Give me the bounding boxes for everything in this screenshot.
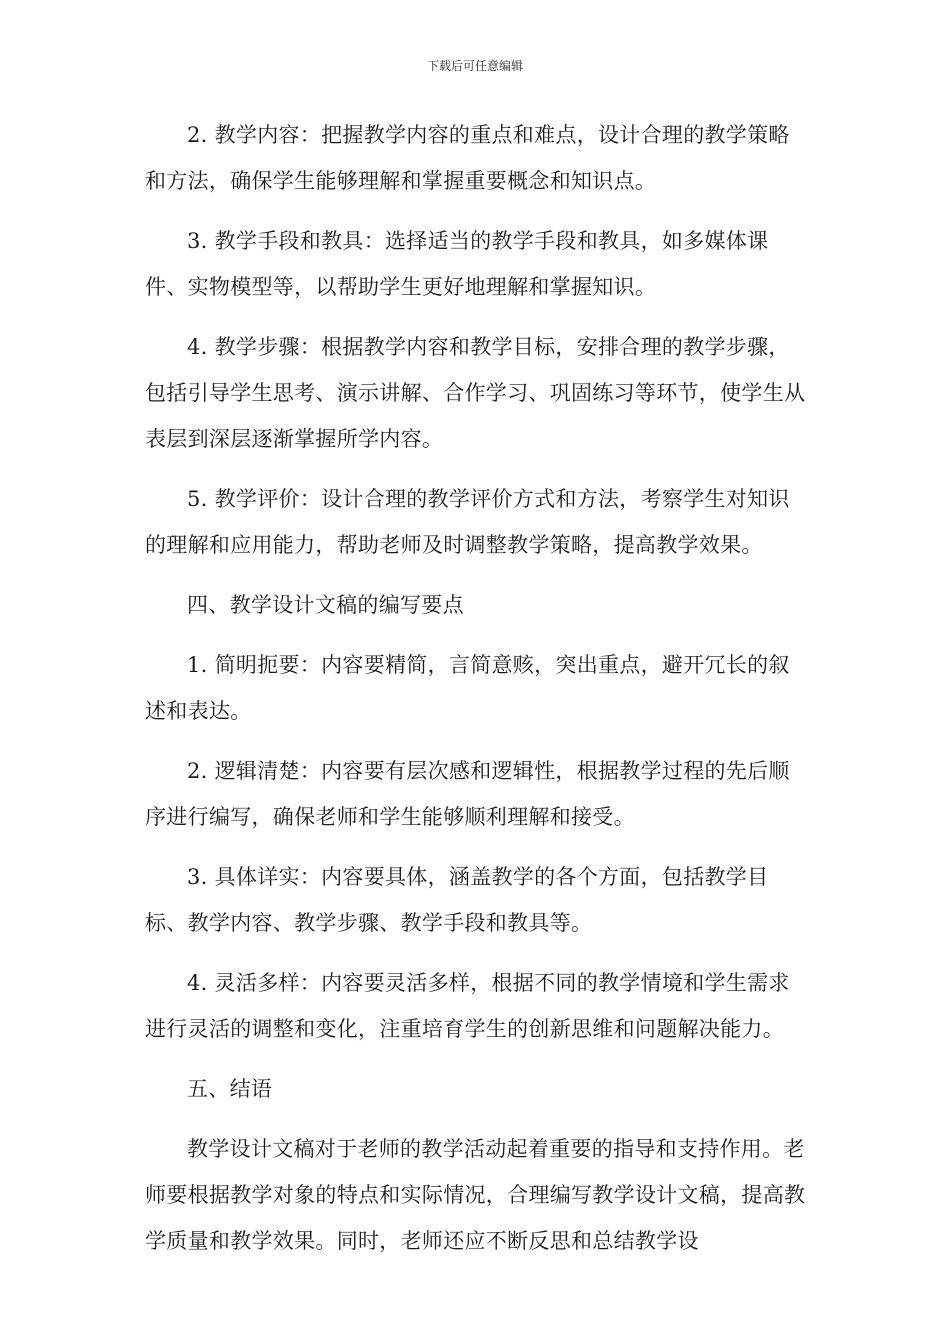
paragraph-logical: 2. 逻辑清楚：内容要有层次感和逻辑性，根据教学过程的先后顺序进行编写，确保老师和学生能够顺利理解和接受。 — [145, 759, 790, 829]
page-header: 下载后可任意编辑 — [426, 59, 523, 73]
section-heading-conclusion: 五、结语 — [187, 1077, 273, 1101]
paragraph-teaching-tools: 3. 教学手段和教具：选择适当的教学手段和教具，如多媒体课件、实物模型等，以帮助学生更好地理解和掌握知识。 — [145, 229, 769, 299]
document-body — [145, 112, 807, 1278]
paragraph-teaching-steps: 4. 教学步骤：根据教学内容和教学目标，安排合理的教学步骤，包括引导学生思考、演示讲解、合作学习、巩固练习等环节，使学生从表层到深层逐渐掌握所学内容。 — [145, 335, 806, 451]
paragraph-flexible: 4. 灵活多样：内容要灵活多样，根据不同的教学情境和学生需求进行灵活的调整和变化，注重培育学生的创新思维和问题解决能力。 — [145, 971, 790, 1041]
paragraph-teaching-content: 2. 教学内容：把握教学内容的重点和难点，设计合理的教学策略和方法，确保学生能够理解和掌握重要概念和知识点。 — [145, 123, 790, 193]
paragraph-detailed: 3. 具体详实：内容要具体，涵盖教学的各个方面，包括教学目标、教学内容、教学步骤、教学手段和教具等。 — [145, 865, 769, 935]
paragraph-conclusion: 教学设计文稿对于老师的教学活动起着重要的指导和支持作用。老师要根据教学对象的特点和实际情况，合理编写教学设计文稿，提高教学质量和教学效果。同时，老师还应不断反思和总结教学设 — [145, 1137, 806, 1253]
paragraph-concise: 1. 简明扼要：内容要精简，言简意赅，突出重点，避开冗长的叙述和表达。 — [145, 653, 790, 723]
section-heading-writing-points: 四、教学设计文稿的编写要点 — [187, 593, 464, 617]
paragraph-teaching-evaluation: 5. 教学评价：设计合理的教学评价方式和方法，考察学生对知识的理解和应用能力，帮助老师及时调整教学策略，提高教学效果。 — [145, 487, 790, 557]
